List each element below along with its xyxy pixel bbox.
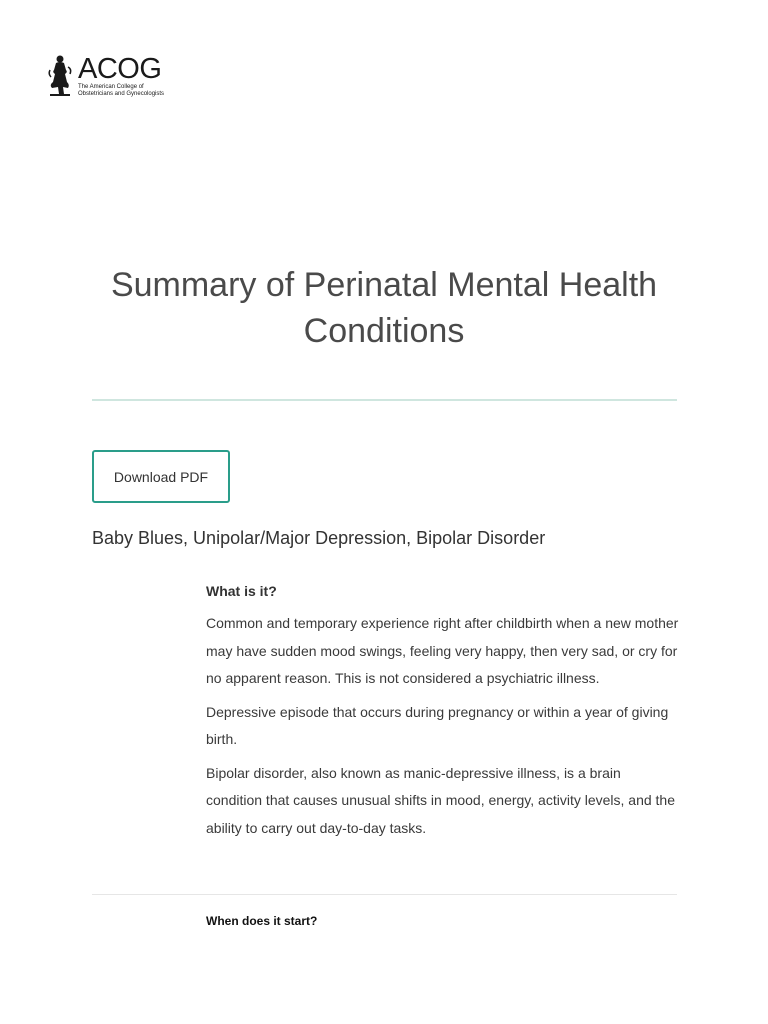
question-when-does-it-start: When does it start? bbox=[206, 914, 318, 928]
page-title: Summary of Perinatal Mental Health Conditions bbox=[110, 266, 658, 350]
title-divider bbox=[92, 399, 677, 401]
paragraph-baby-blues: Common and temporary experience right after childbirth when a new mother may have sudden mood swings, feeling very happy, then very sad, or cry for no apparent reason. This is not considered a psychiatric illness. bbox=[206, 615, 679, 686]
logo-wordmark: ACOG bbox=[78, 53, 162, 85]
paragraph-bipolar: Bipolar disorder, also known as manic-depressive illness, is a brain condition that causes unusual shifts in mood, energy, activity levels, and the ability to carry out day-to-day tasks. bbox=[206, 764, 676, 836]
paragraph-depression: Depressive episode that occurs during pregnancy or within a year of giving birth. bbox=[206, 703, 669, 747]
download-pdf-button[interactable]: Download PDF bbox=[92, 450, 230, 503]
section-content bbox=[206, 578, 680, 848]
acog-logo[interactable] bbox=[46, 54, 164, 98]
logo-subtitle-line2: Obstetricians and Gynecologists bbox=[78, 91, 165, 97]
section-divider bbox=[92, 894, 677, 895]
question-what-is-it: What is it? bbox=[206, 583, 277, 599]
section-heading: Baby Blues, Unipolar/Major Depression, Bipolar Disorder bbox=[92, 528, 546, 548]
logo-subtitle-line1: The American College of bbox=[78, 84, 144, 90]
acog-figure-icon bbox=[46, 54, 74, 96]
